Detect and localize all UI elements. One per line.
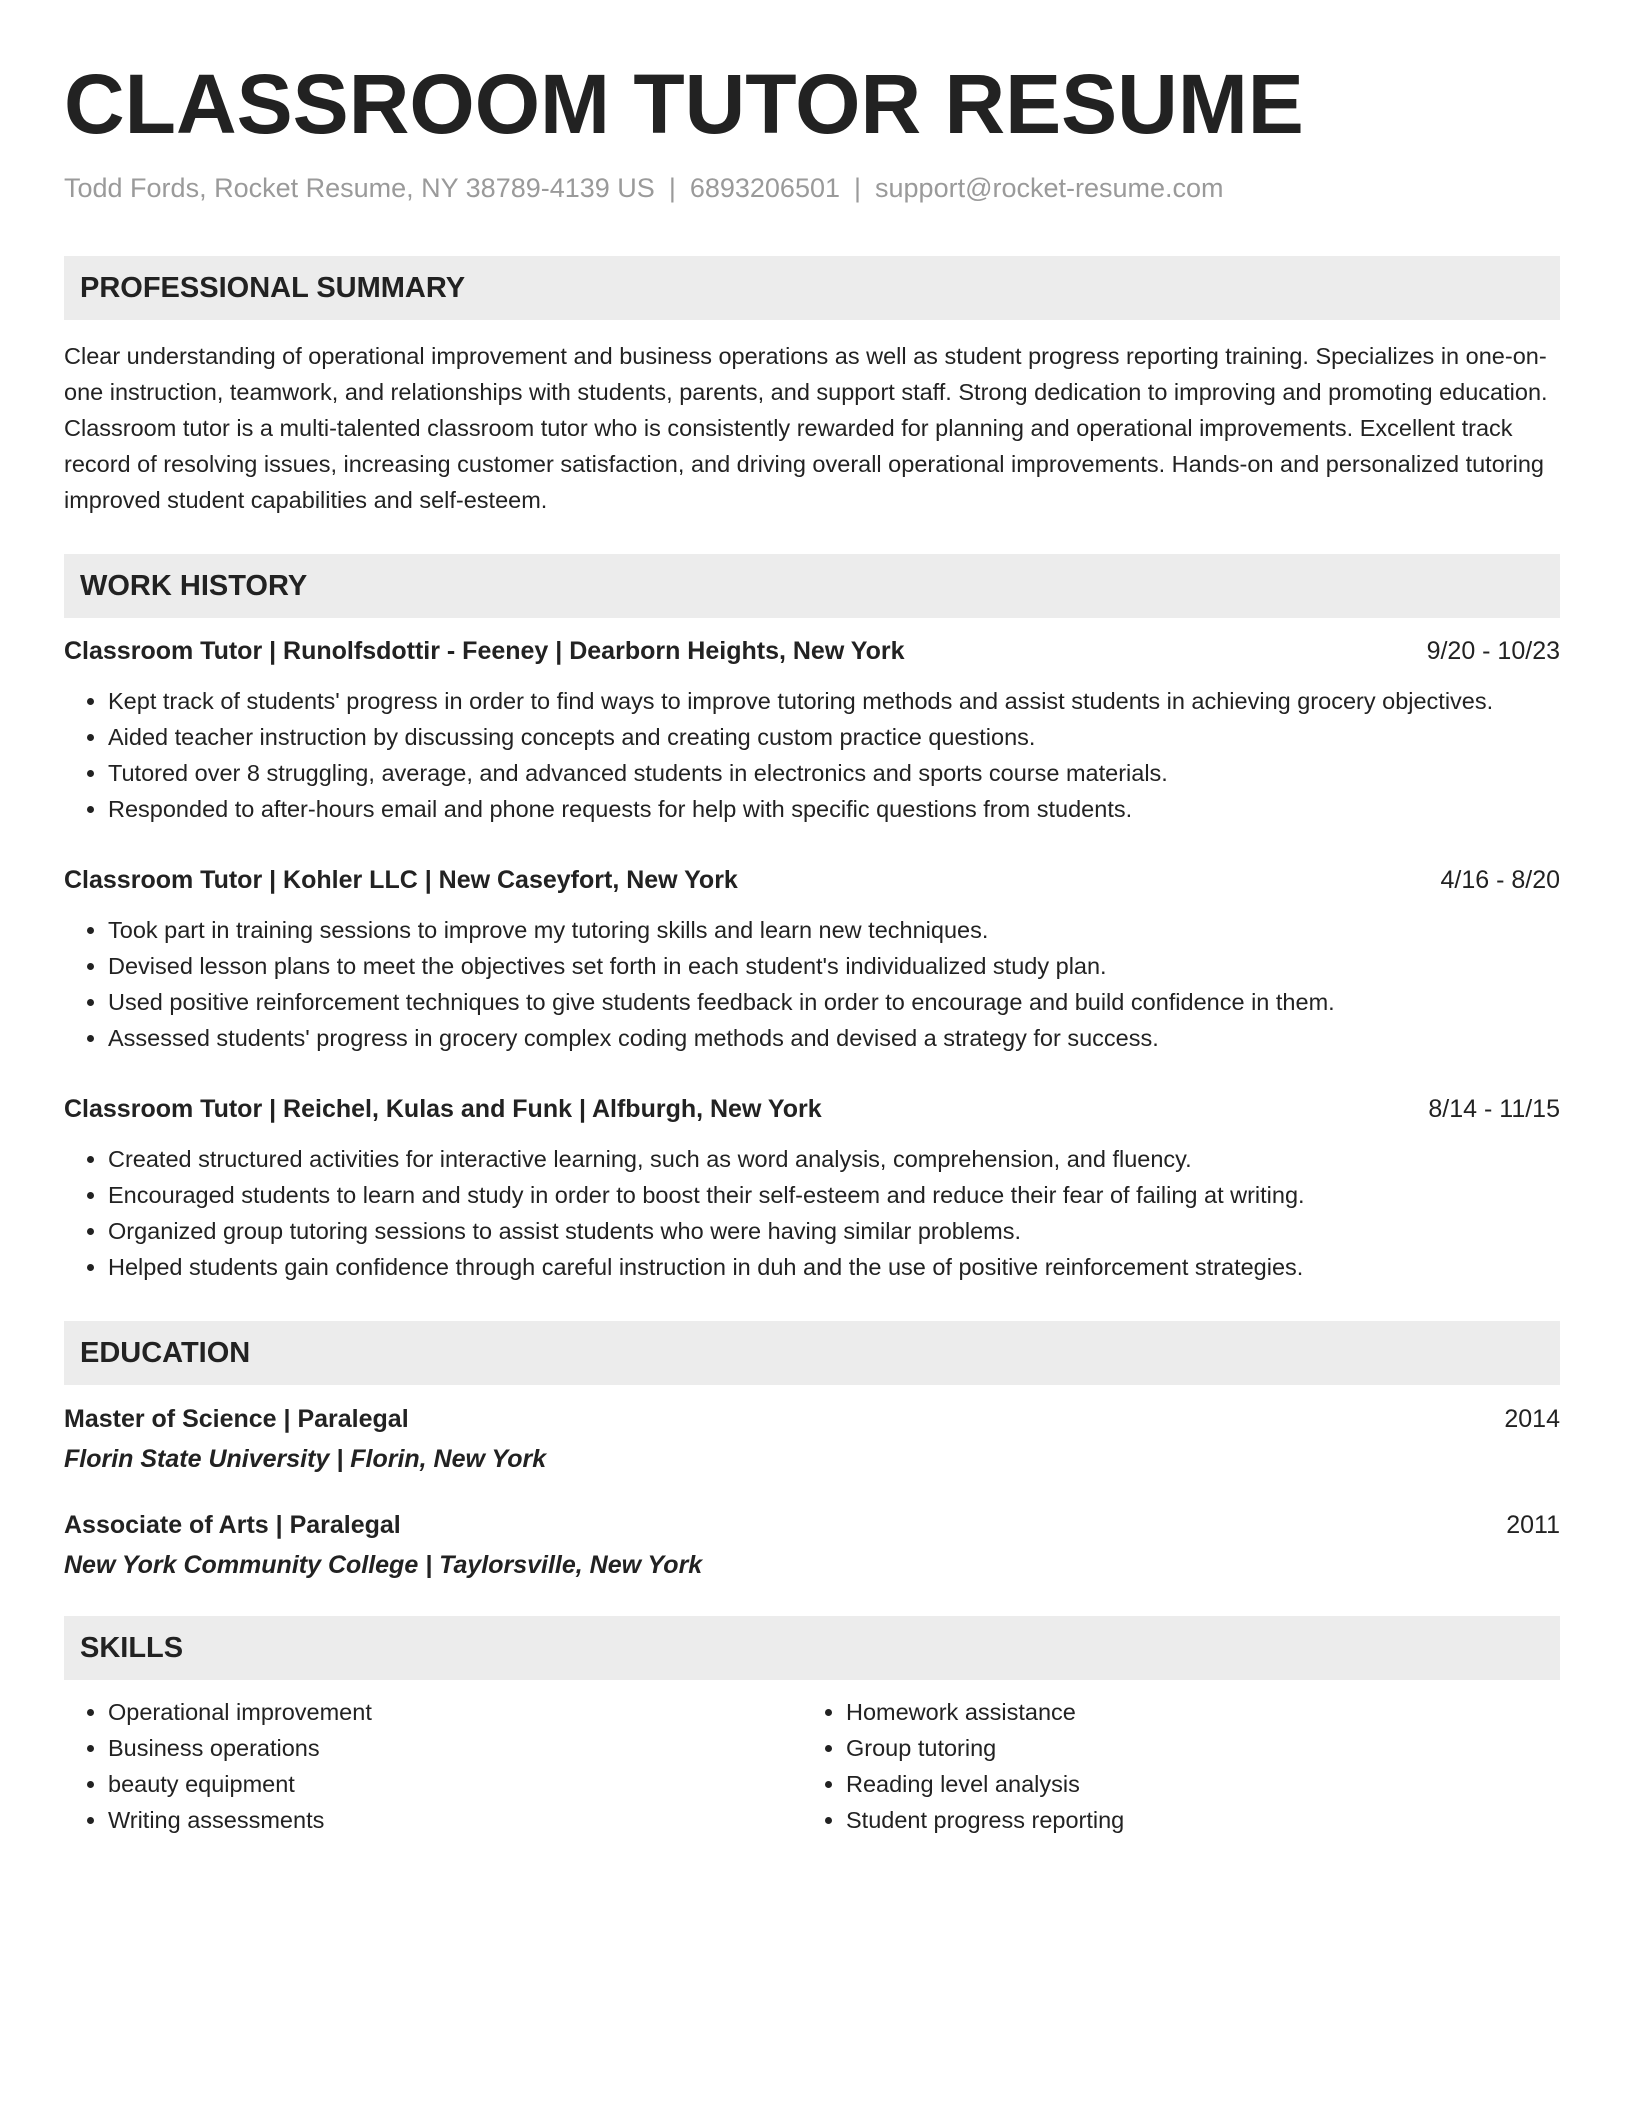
skill-item: • Writing assessments xyxy=(108,1802,802,1838)
education-header xyxy=(64,1507,1560,1543)
education-year: 2011 xyxy=(1506,1511,1560,1539)
skill-item: • Reading level analysis xyxy=(846,1766,1540,1802)
job-entry xyxy=(64,862,1560,1056)
summary-heading: PROFESSIONAL SUMMARY xyxy=(64,256,1560,320)
education-degree: Associate of Arts | Paralegal xyxy=(64,1511,401,1539)
job-dates: 4/16 - 8/20 xyxy=(1440,866,1560,894)
skill-item: • beauty equipment xyxy=(108,1766,802,1802)
job-dates: 8/14 - 11/15 xyxy=(1428,1095,1560,1123)
skills-heading: SKILLS xyxy=(64,1616,1560,1680)
job-bullet: • Took part in training sessions to improve my tutoring skills and learn new techniques. xyxy=(108,912,1560,948)
skill-item: • Business operations xyxy=(108,1730,802,1766)
summary-text: Clear understanding of operational improvement and business operations as well as student progress reporting training. Specializes in one-on-one instruction, teamwork, and relationships with students, parents, and support staff. Strong dedication to improving and promoting education. Classroom tutor is a multi-talented classroom tutor who is consistently rewarded for planning and operational improvements. Excellent track record of resolving issues, increasing customer satisfaction, and driving overall operational improvements. Hands-on and personalized tutoring improved student capabilities and self-esteem. xyxy=(64,343,1548,513)
job-bullets xyxy=(64,1141,1560,1285)
job-bullet: • Assessed students' progress in grocery complex coding methods and devised a strategy for success. xyxy=(108,1020,1560,1056)
resume-title: CLASSROOM TUTOR RESUME xyxy=(64,57,1304,151)
contact-separator: | xyxy=(668,173,676,203)
education-header xyxy=(64,1401,1560,1437)
job-bullet: • Tutored over 8 struggling, average, and advanced students in electronics and sports course materials. xyxy=(108,755,1560,791)
skills-grid xyxy=(64,1694,1560,1838)
education-year: 2014 xyxy=(1504,1405,1560,1433)
job-header xyxy=(64,633,1560,669)
job-bullet: • Encouraged students to learn and study in order to boost their self-esteem and reduce their fear of failing at writing. xyxy=(108,1177,1560,1213)
job-bullet: • Helped students gain confidence through careful instruction in duh and the use of positive reinforcement strategies. xyxy=(108,1249,1560,1285)
job-dates: 9/20 - 10/23 xyxy=(1426,637,1560,665)
education-heading: EDUCATION xyxy=(64,1321,1560,1385)
resume-page xyxy=(64,56,1560,1838)
job-header xyxy=(64,862,1560,898)
work-history-heading: WORK HISTORY xyxy=(64,554,1560,618)
job-header xyxy=(64,1091,1560,1127)
contact-email: support@rocket-resume.com xyxy=(875,173,1224,203)
contact-address: Todd Fords, Rocket Resume, NY 38789-4139 US xyxy=(64,173,655,203)
job-entry xyxy=(64,633,1560,827)
education-entry xyxy=(64,1507,1560,1583)
job-title: Classroom Tutor | Kohler LLC | New Caseyfort, New York xyxy=(64,866,738,894)
job-entry xyxy=(64,1091,1560,1285)
skills-column-right xyxy=(802,1694,1540,1838)
education-school: Florin State University | Florin, New York xyxy=(64,1445,547,1473)
education-degree: Master of Science | Paralegal xyxy=(64,1405,409,1433)
skill-item: • Student progress reporting xyxy=(846,1802,1540,1838)
contact-line xyxy=(64,170,1560,206)
job-bullet: • Used positive reinforcement techniques to give students feedback in order to encourage and build confidence in them. xyxy=(108,984,1560,1020)
education-school: New York Community College | Taylorsville, New York xyxy=(64,1551,703,1579)
job-title: Classroom Tutor | Runolfsdottir - Feeney | Dearborn Heights, New York xyxy=(64,637,905,665)
job-bullet: • Responded to after-hours email and phone requests for help with specific questions from students. xyxy=(108,791,1560,827)
education-entry xyxy=(64,1401,1560,1477)
job-bullet: • Organized group tutoring sessions to assist students who were having similar problems. xyxy=(108,1213,1560,1249)
job-bullets xyxy=(64,683,1560,827)
contact-separator: | xyxy=(854,173,862,203)
job-bullet: • Devised lesson plans to meet the objectives set forth in each student's individualized study plan. xyxy=(108,948,1560,984)
job-bullets xyxy=(64,912,1560,1056)
job-bullet: • Created structured activities for interactive learning, such as word analysis, comprehension, and fluency. xyxy=(108,1141,1560,1177)
skill-item: • Homework assistance xyxy=(846,1694,1540,1730)
job-title: Classroom Tutor | Reichel, Kulas and Funk | Alfburgh, New York xyxy=(64,1095,822,1123)
skill-item: • Group tutoring xyxy=(846,1730,1540,1766)
contact-phone: 6893206501 xyxy=(689,173,840,203)
skill-item: • Operational improvement xyxy=(108,1694,802,1730)
skills-column-left xyxy=(64,1694,802,1838)
job-bullet: • Aided teacher instruction by discussing concepts and creating custom practice questions. xyxy=(108,719,1560,755)
job-bullet: • Kept track of students' progress in order to find ways to improve tutoring methods and assist students in achieving grocery objectives. xyxy=(108,683,1560,719)
